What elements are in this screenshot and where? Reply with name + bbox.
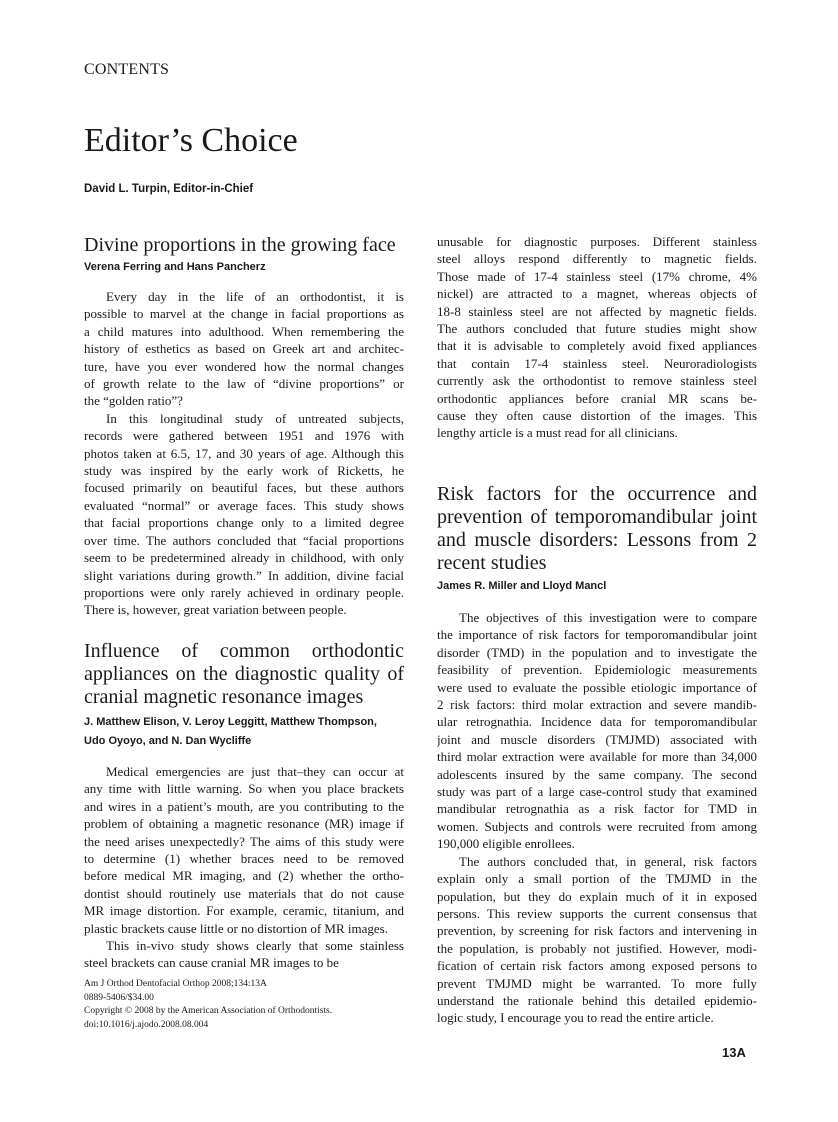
section-label: CONTENTS [84, 61, 170, 78]
body-line: evaluated “normal” or average faces. This study shows [84, 497, 404, 513]
article-authors [437, 577, 757, 596]
body-line: the population, is probably not justified. However, modi- [437, 940, 757, 956]
body-line: MR image distortion. For example, ceramic, titanium, and [84, 903, 404, 919]
text-line: Divine proportions in the growing face [84, 234, 396, 256]
text-line: Influence of common orthodontic [84, 640, 404, 662]
body-line: The authors concluded that, in general, risk factors [459, 853, 757, 869]
body-line: disorder (TMD) in the population and to investigate the [437, 644, 757, 660]
article-authors [84, 713, 404, 751]
text-line: prevention of temporomandibular joint [437, 506, 757, 528]
body-line: adolescents insured by the same company. The second [437, 766, 757, 782]
body-line: study was inspired by the early work of Ricketts, he [84, 463, 404, 479]
issn: 0889-5406/$34.00 [84, 992, 154, 1003]
body-line: before medical MR imaging, and (2) whether the ortho- [84, 868, 404, 884]
body-line: The authors concluded that future studies might show [437, 321, 757, 337]
body-line: seem to be predetermined already in childhood, with only [84, 550, 404, 566]
article-title [84, 640, 404, 709]
body-line: of growth relate to the law of “divine proportions” or [84, 376, 404, 392]
article-divine-proportions [84, 234, 404, 619]
body-line: that contain 17-4 stainless steel. Neuroradiologists [437, 355, 757, 371]
body-line: fication of certain risk factors among exposed persons to [437, 958, 757, 974]
body-line: plastic brackets cause little or no distortion of MR images. [84, 920, 388, 936]
body-line: In this longitudinal study of untreated subjects, [106, 410, 404, 426]
body-line: 18-8 stainless steel are not affected by magnetic fields. [437, 303, 757, 319]
body-line: a child matures into adulthood. When remembering the [84, 323, 404, 339]
body-line: feasibility of prevention. Epidemiologic measurements [437, 662, 757, 678]
body-line: This in-vivo study shows clearly that some stainless [106, 938, 404, 954]
body-line: population, but they do explain much of it in exposed [437, 888, 757, 904]
body-line: logic study, I encourage you to read the entire article. [437, 1010, 714, 1026]
citation-footer [84, 978, 404, 1032]
article-title [437, 483, 757, 575]
body-line: persons. This review supports the current consensus that [437, 905, 757, 921]
copyright: Copyright © 2008 by the American Association of Orthodontists. [84, 1006, 333, 1016]
body-line: understand the rationale behind this detailed epidemio- [437, 992, 757, 1008]
body-line: the need arises unexpectedly? The aims of this study were [84, 833, 404, 849]
page-title: Editor’s Choice [84, 122, 298, 159]
body-line: over time. The authors concluded that “facial proportions [84, 532, 404, 548]
body-line: the “golden ratio”? [84, 393, 183, 409]
body-line: and wires in a patient’s mouth, are you contributing to the [84, 798, 404, 814]
article-mr-images-continued [437, 233, 757, 442]
body-line: nickel) are attracted to a magnet, whereas objects of [437, 286, 757, 302]
body-line: currently ask the orthodontist to remove stainless steel [437, 373, 757, 389]
text-line: J. Matthew Elison, V. Leroy Leggitt, Matthew Thompson, [84, 716, 377, 728]
body-line: photos taken at 6.5, 17, and 30 years of age. Although this [84, 445, 404, 461]
editor-byline: David L. Turpin, Editor-in-Chief [84, 183, 254, 195]
body-line: orthodontic appliances before cranial MR scans be- [437, 390, 757, 406]
body-line: slight variations during growth.” In addition, divine facial [84, 567, 404, 583]
body-line: proportions were only rarely achieved in ordinary people. [84, 584, 404, 600]
body-line: the importance of risk factors for temporomandibular joint [437, 627, 757, 643]
article-title [84, 234, 404, 257]
body-line: that it is advisable to completely avoid fixed appliances [437, 338, 757, 354]
text-line: Udo Oyoyo, and N. Dan Wycliffe [84, 735, 252, 747]
body-line: cause they often cause distortion of the images. This [437, 408, 757, 424]
body-line: lengthy article is a must read for all clinicians. [437, 425, 678, 441]
body-line: steel alloys respond differently to magnetic fields. [437, 251, 757, 267]
body-line: records were gathered between 1951 and 1976 with [84, 428, 404, 444]
doi: doi:10.1016/j.ajodo.2008.08.004 [84, 1019, 209, 1030]
body-line: were used to evaluate the possible etiologic importance of [437, 679, 757, 695]
text-line: appliances on the diagnostic quality of [84, 663, 404, 685]
body-line: mandibular retrognathia as a risk factor for TMD in [437, 801, 757, 817]
page-number: 13A [722, 1045, 746, 1060]
body-line: ular retrognathia. Incidence data for temporomandibular [437, 714, 757, 730]
body-line: ture, have you ever wondered how the normal changes [84, 358, 404, 374]
article-body [84, 288, 404, 619]
article-body [84, 763, 404, 972]
body-line: There is, however, great variation between people. [84, 602, 347, 618]
text-line: Risk factors for the occurrence and [437, 483, 757, 505]
article-authors [84, 258, 404, 277]
body-line: 2 risk factors: third molar extraction and severe mandib- [437, 697, 757, 713]
body-line: prevent TMJMD might be warranted. To more fully [437, 975, 757, 991]
text-line: Verena Ferring and Hans Pancherz [84, 261, 266, 273]
body-line: 190,000 eligible enrollees. [437, 836, 575, 852]
body-line: study was part of a large case-control study that examined [437, 784, 757, 800]
body-line: third molar extraction were available for more than 34,000 [437, 749, 757, 765]
body-line: women. Subjects and controls were recruited from among [437, 818, 757, 834]
text-line: James R. Miller and Lloyd Mancl [437, 580, 607, 592]
text-line: and muscle disorders: Lessons from 2 [437, 529, 757, 551]
body-line: dontist should routinely use materials that do not cause [84, 885, 404, 901]
text-line: recent studies [437, 552, 547, 574]
body-line: problem of obtaining a magnetic resonance (MR) image if [84, 816, 404, 832]
body-line: to determine (1) whether braces need to be removed [84, 851, 404, 867]
body-line: any time with little warning. So when you place brackets [84, 781, 404, 797]
body-line: explain only a small portion of the TMJMD in the [437, 871, 757, 887]
text-line: cranial magnetic resonance images [84, 686, 364, 708]
body-line: focused primarily on beautiful faces, but these authors [84, 480, 404, 496]
article-mr-images [84, 640, 404, 972]
article-tmd-risk-factors [437, 483, 757, 1027]
body-line: unusable for diagnostic purposes. Different stainless [437, 234, 757, 249]
article-body [437, 609, 757, 1027]
body-line: Medical emergencies are just that–they can occur at [106, 764, 404, 779]
body-line: Every day in the life of an orthodontist, it is [106, 289, 404, 304]
body-line: that facial proportions change only to a limited degree [84, 515, 404, 531]
body-line: prevention, by screening for risk factors and intervening in [437, 923, 757, 939]
body-line: joint and muscle disorders (TMJMD) associated with [437, 731, 757, 747]
body-line: The objectives of this investigation were to compare [459, 610, 757, 625]
body-line: history of esthetics as based on Greek art and architec- [84, 341, 404, 357]
journal-citation: Am J Orthod Dentofacial Orthop 2008;134:13A [84, 979, 267, 989]
body-line: Those made of 17-4 stainless steel (17% chrome, 4% [437, 268, 757, 284]
body-line: steel brackets can cause cranial MR images to be [84, 955, 339, 971]
body-line: possible to marvel at the change in facial proportions as [84, 306, 404, 322]
